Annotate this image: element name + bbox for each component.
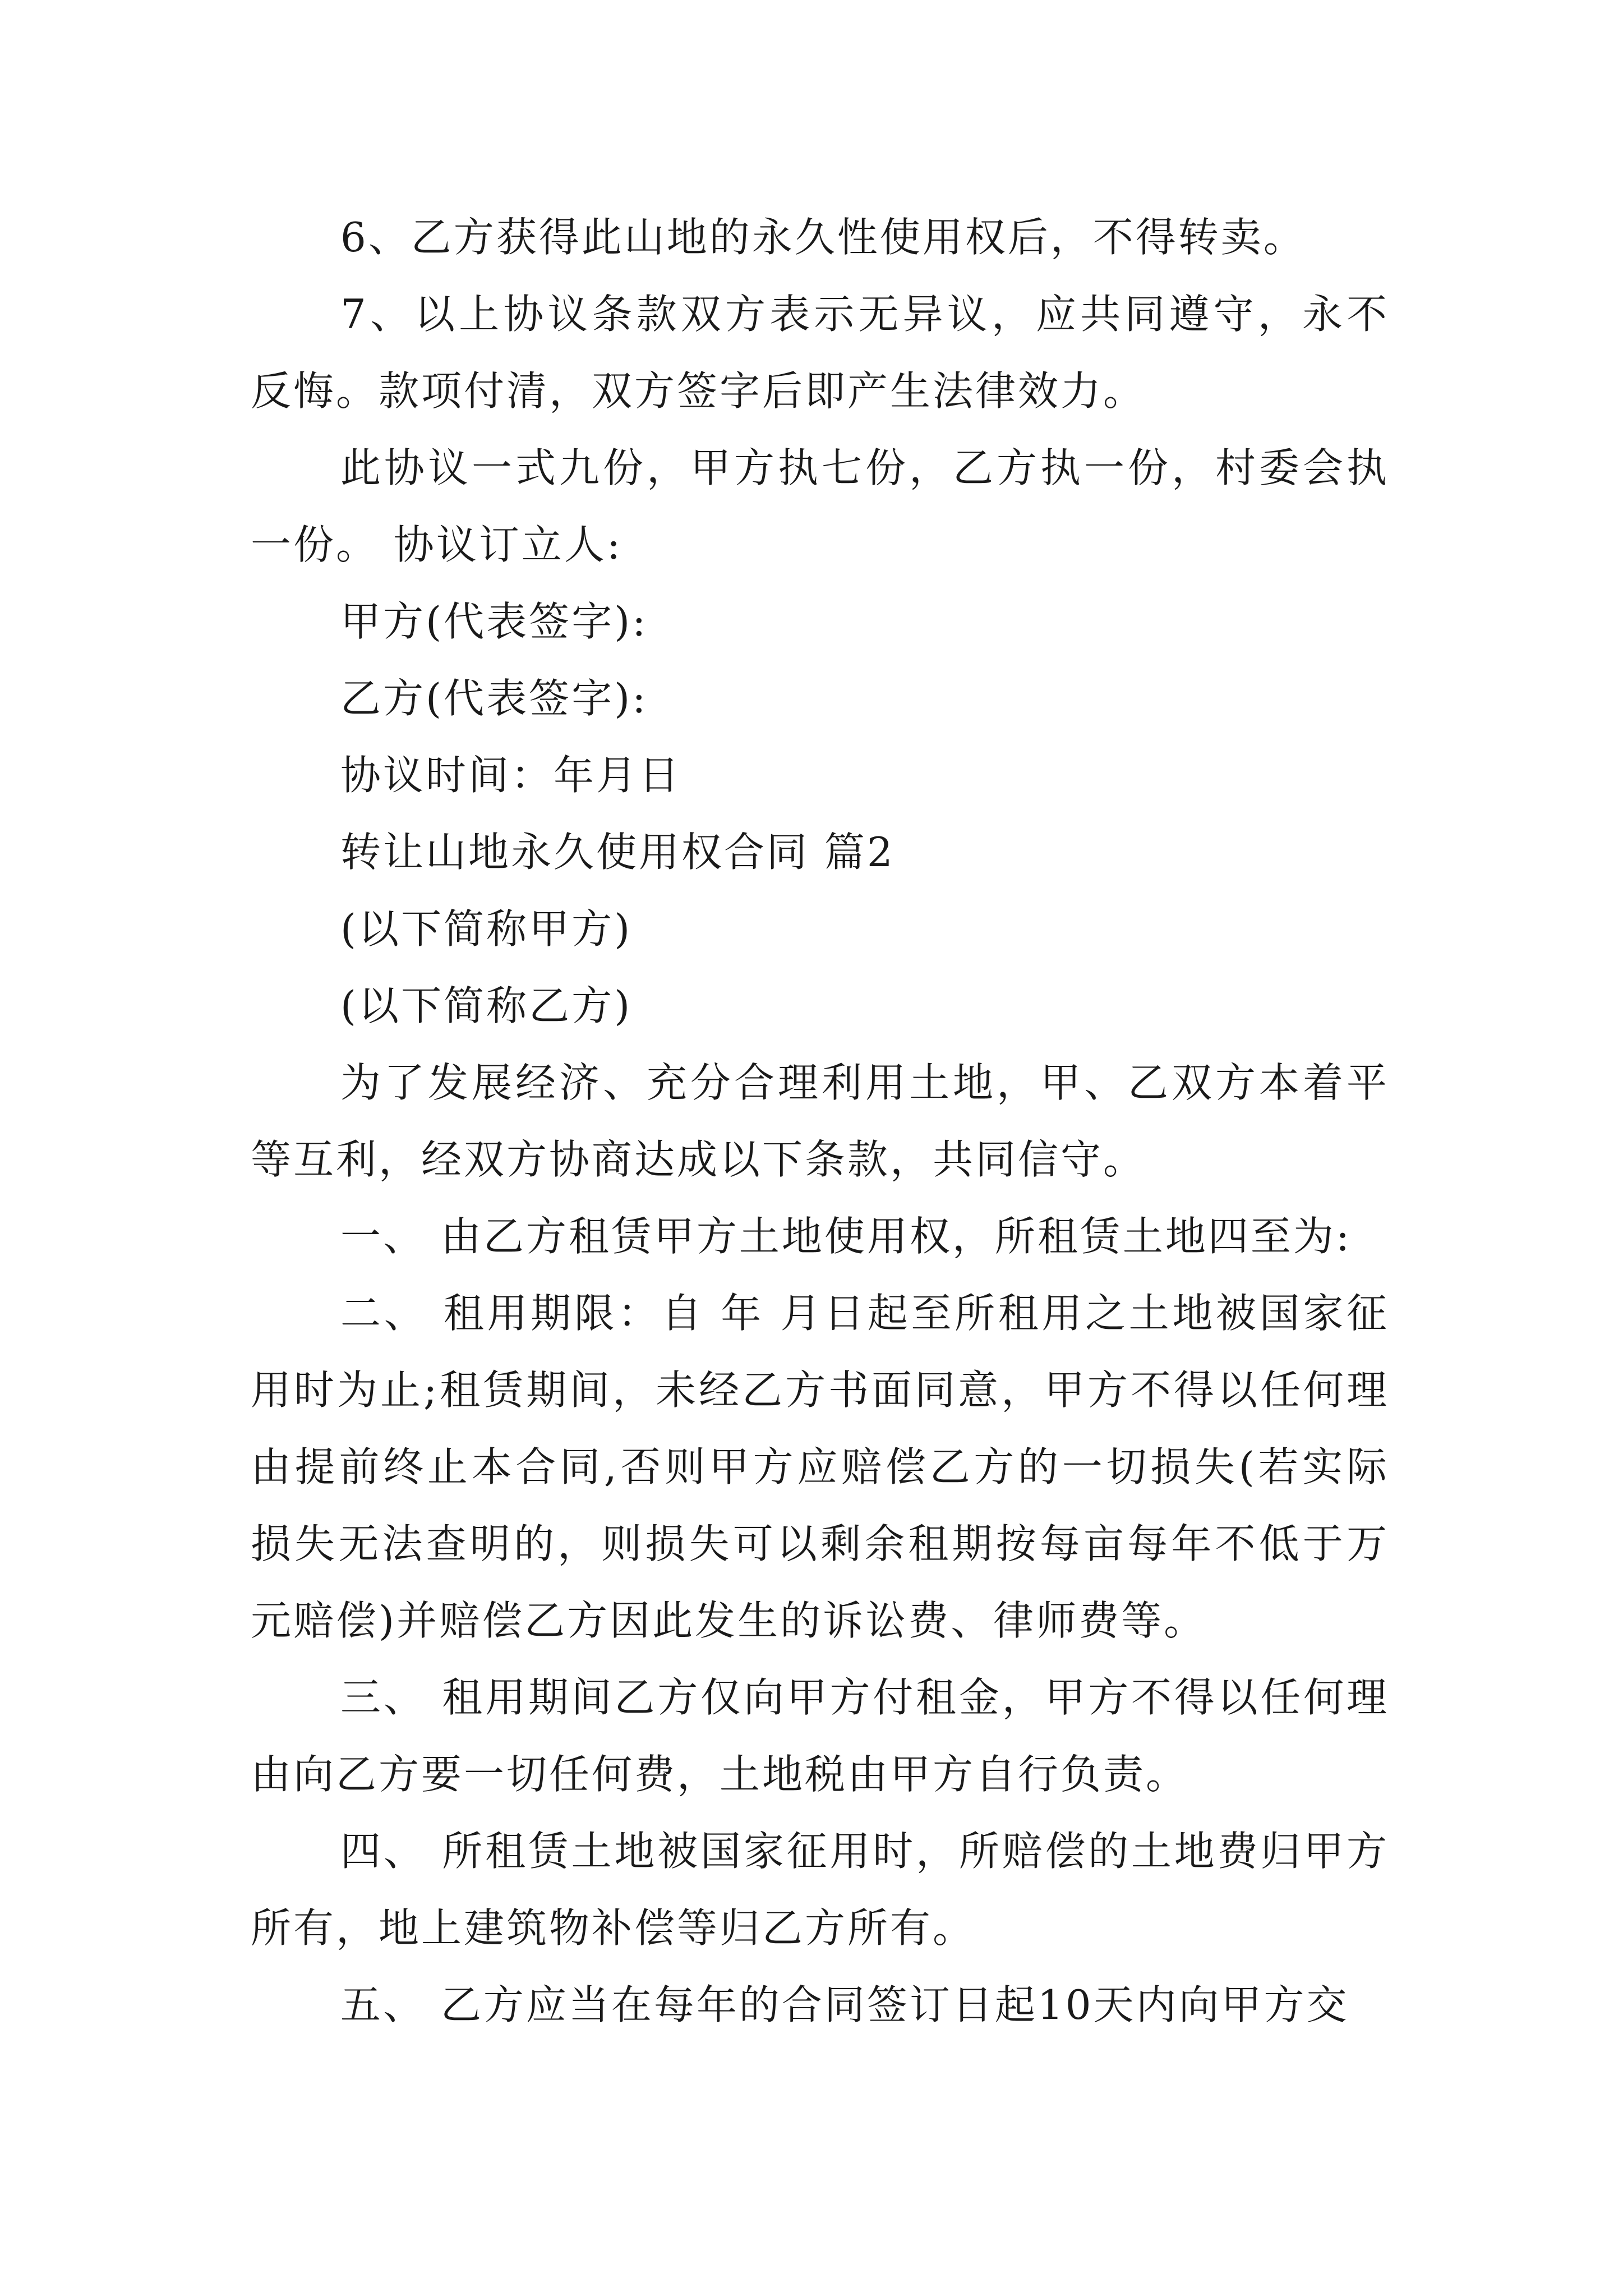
- clause-7: 7、以上协议条款双方表示无异议，应共同遵守，永不反悔。款项付清，双方签字后即产生法律效力。: [251, 291, 1389, 415]
- article-2: 二、 租用期限：自 年 月日起至所租用之土地被国家征用时为止;租赁期间，未经乙方书面同意，甲方不得以任何理由提前终止本合同,否则甲方应赔偿乙方的一切损失(若实际损失无法查明的，则损失可以剩余租期按每亩每年不低于万元赔偿)并赔偿乙方因此发生的诉讼费、律师费等。: [251, 1290, 1389, 1644]
- article-4: 四、 所租赁土地被国家征用时，所赔偿的土地费归甲方所有，地上建筑物补偿等归乙方所有。: [251, 1828, 1389, 1952]
- agreement-date-line: 协议时间：年月日: [340, 752, 682, 799]
- party-b-signature-line: 乙方(代表签字):: [340, 675, 648, 722]
- article-1: 一、 由乙方租赁甲方土地使用权，所租赁土地四至为:: [340, 1213, 1352, 1260]
- document-body: [251, 199, 1389, 2044]
- section-title: 转让山地永久使用权合同 篇2: [340, 829, 895, 876]
- party-b-label: (以下简称乙方): [340, 982, 633, 1029]
- clause-6: 6、乙方获得此山地的永久性使用权后，不得转卖。: [340, 214, 1306, 261]
- copies-statement: 此协议一式九份，甲方执七份，乙方执一份，村委会执一份。 协议订立人:: [251, 444, 1389, 568]
- article-3: 三、 租用期间乙方仅向甲方付租金，甲方不得以任何理由向乙方要一切任何费，土地税由甲方自行负责。: [251, 1674, 1389, 1798]
- article-5: 五、 乙方应当在每年的合同签订日起10天内向甲方交: [340, 1981, 1349, 2028]
- party-a-label: (以下简称甲方): [340, 905, 633, 953]
- party-a-signature-line: 甲方(代表签字):: [340, 598, 648, 645]
- preamble: 为了发展经济、充分合理利用土地，甲、乙双方本着平等互利，经双方协商达成以下条款，共同信守。: [251, 1059, 1389, 1183]
